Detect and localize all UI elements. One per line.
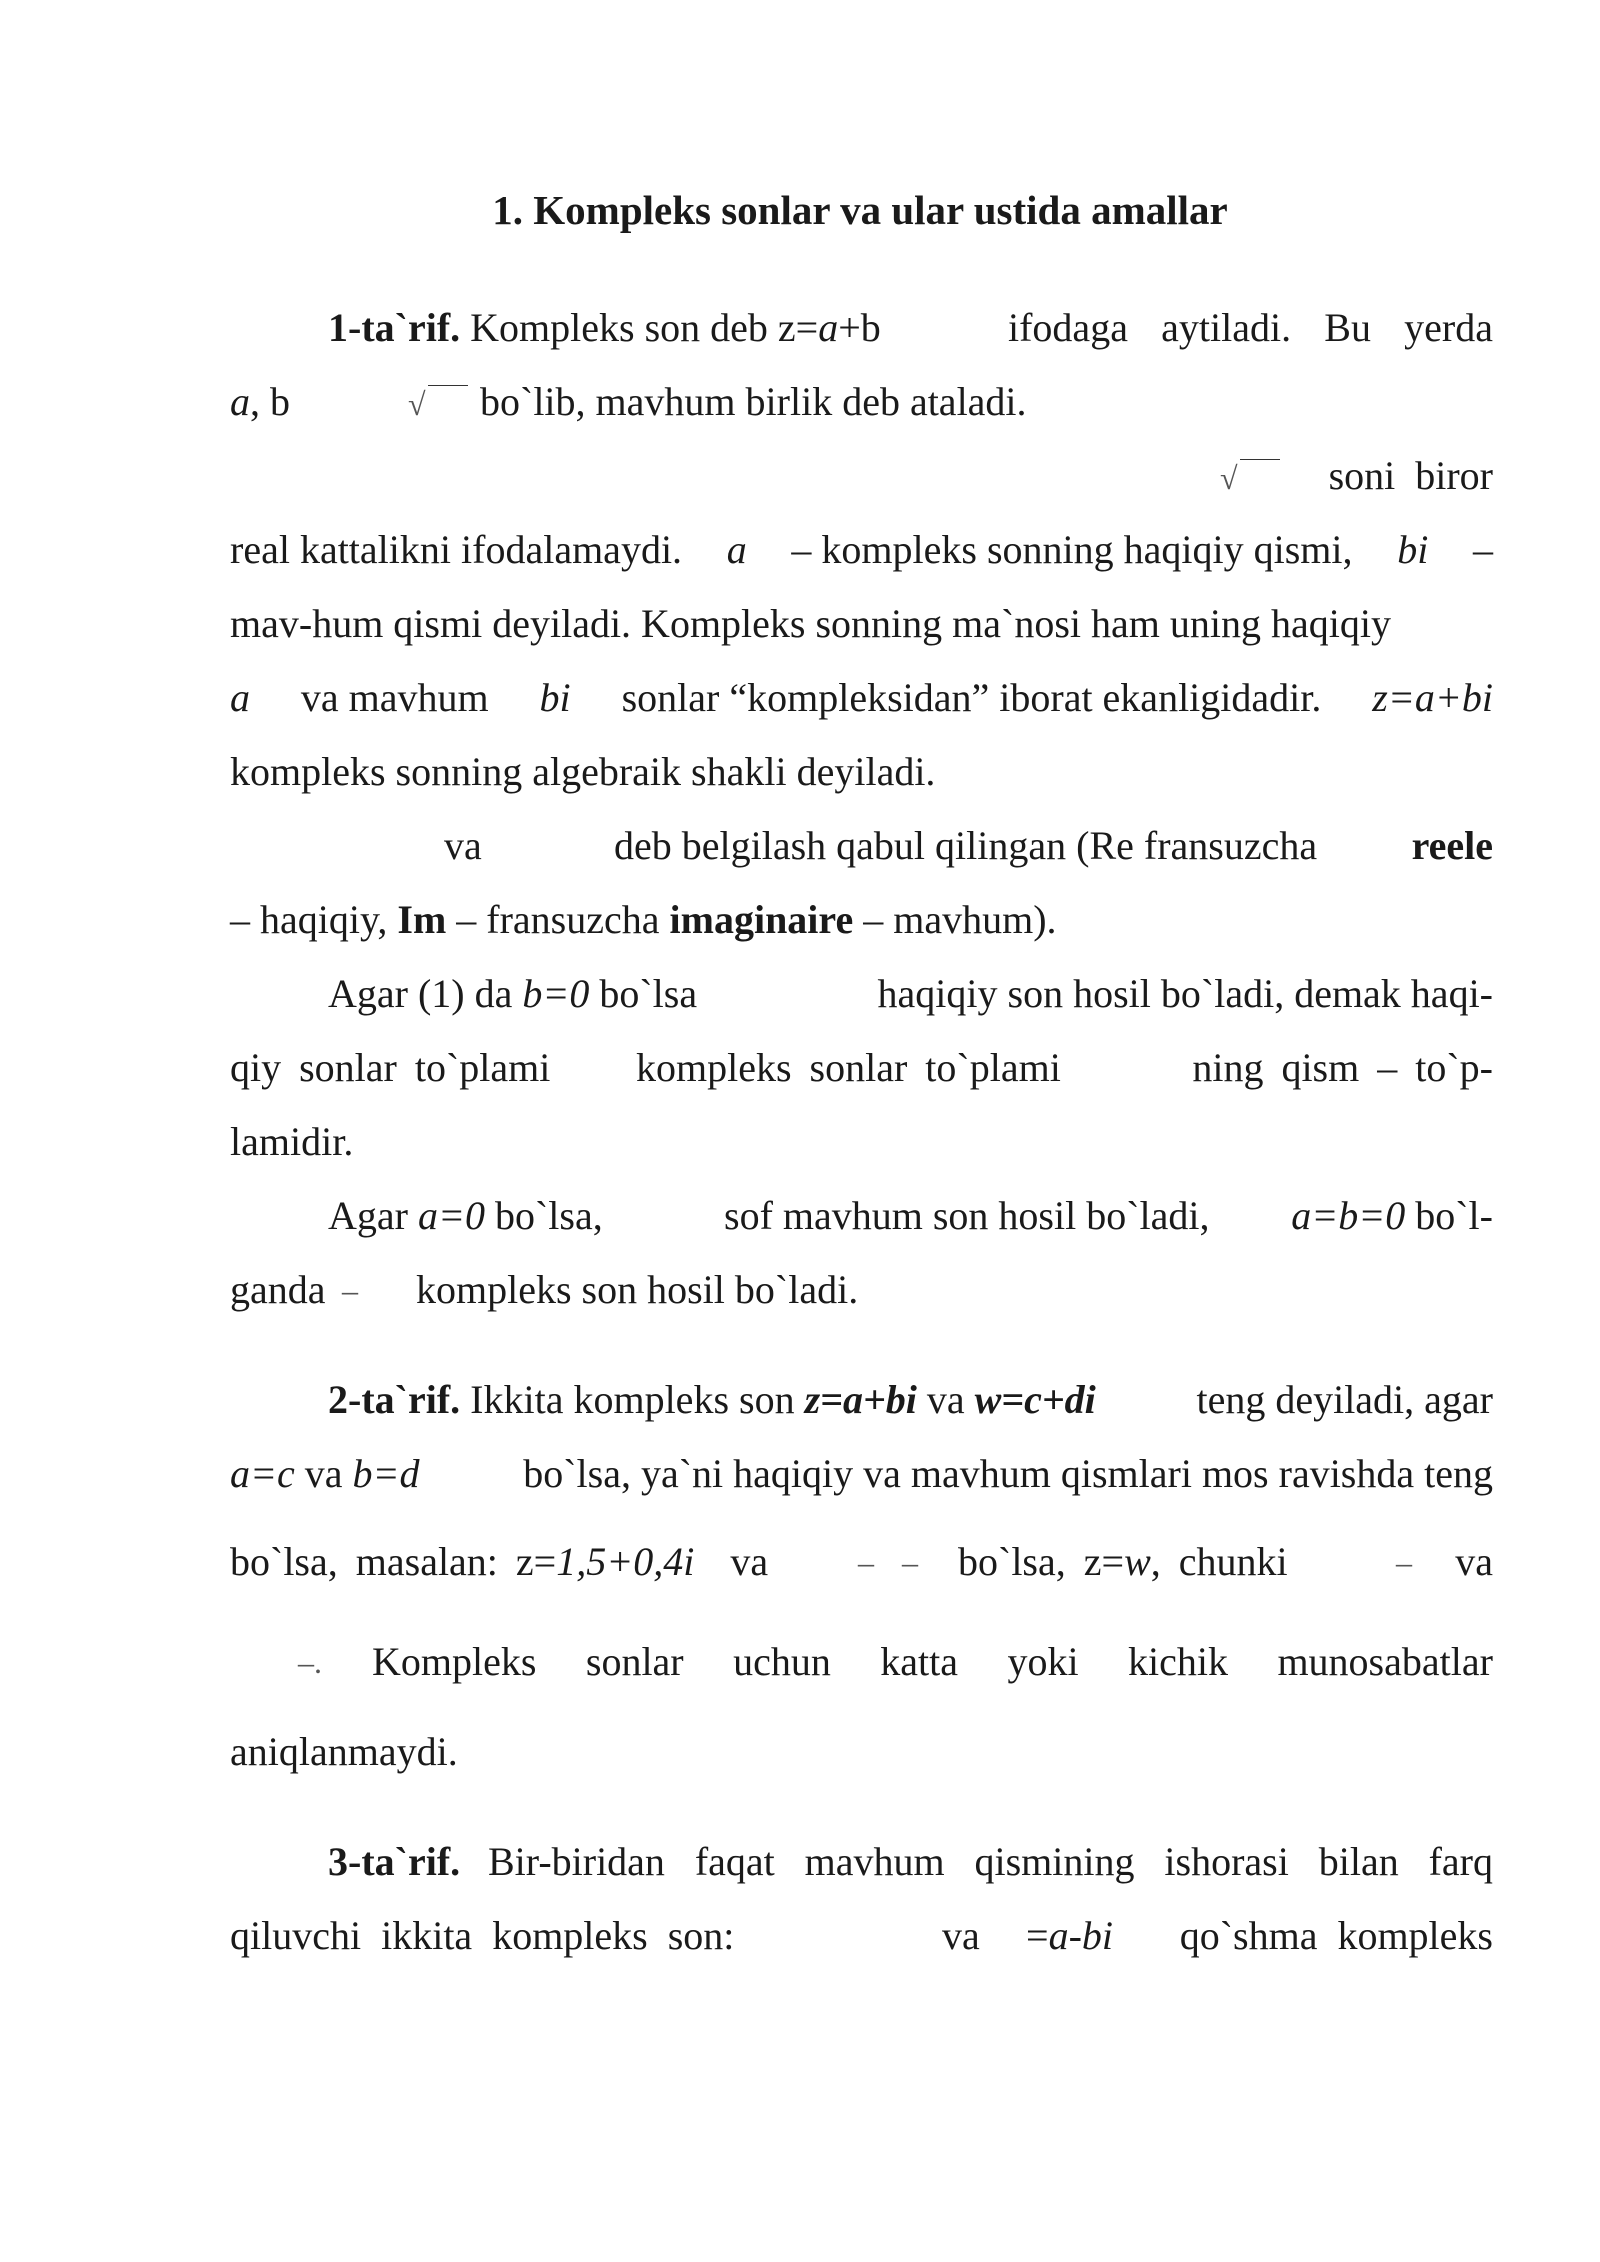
def2-line-3: bo`lsa, masalan: z=1,5+0,4i va – – bo`lsa, z=w, chunki – va	[230, 1539, 1493, 1584]
def1-line-6: a va mavhum bi sonlar “kompleksidan” iborat ekanligidadir. z=a+bi	[230, 675, 1493, 720]
real-number-line-2: qiy sonlar to`plami kompleks sonlar to`plami ning qism – to`p-	[230, 1045, 1493, 1090]
section-title: 1. Kompleks sonlar va ular ustida amallar	[492, 187, 1228, 233]
def2-line-5: aniqlanmaydi.	[230, 1729, 458, 1774]
def2-line-1: 2-ta`rif. Ikkita kompleks son z=a+bi va w=c+di teng deyiladi, agar	[328, 1377, 1493, 1422]
def1-line-9: – haqiqiy, Im – fransuzcha imaginaire – mavhum).	[230, 897, 1057, 942]
def1-label: 1-ta`rif.	[328, 305, 461, 350]
imaginary-number-line-1: Agar a=0 bo`lsa, sof mavhum son hosil bo`ladi, a=b=0 bo`l-	[328, 1193, 1493, 1238]
def2-line-4: –. Kompleks sonlar uchun katta yoki kichik munosabatlar	[298, 1639, 1493, 1684]
def1-line-3: √ soni biror	[230, 450, 1493, 502]
def1-line-2: a, b √ bo`lib, mavhum birlik deb ataladi.	[230, 376, 1493, 428]
def1-line-1: 1-ta`rif. Kompleks son deb z=a+b ifodaga aytiladi. Bu yerda	[328, 305, 1493, 350]
sqrt-symbol: √	[408, 376, 470, 430]
def2-line-2: a=c va b=d bo`lsa, ya`ni haqiqiy va mavhum qismlari mos ravishda teng	[230, 1451, 1493, 1496]
def3-label: 3-ta`rif.	[328, 1839, 461, 1884]
imaginary-number-line-2: ganda – kompleks son hosil bo`ladi.	[230, 1267, 859, 1312]
def3-line-1: 3-ta`rif. Bir-biridan faqat mavhum qismining ishorasi bilan farq	[328, 1836, 1493, 1888]
real-number-line-1: Agar (1) da b=0 bo`lsa haqiqiy son hosil bo`ladi, demak haqi-	[328, 971, 1493, 1016]
def2-label: 2-ta`rif.	[328, 1377, 461, 1422]
def1-line-7: kompleks sonning algebraik shakli deyiladi.	[230, 749, 936, 794]
real-number-line-3: lamidir.	[230, 1119, 354, 1164]
def3-line-2: qiluvchi ikkita kompleks son: va =a-bi qo`shma kompleks	[230, 1913, 1493, 1958]
def1-line-4: real kattalikni ifodalamaydi. a – kompleks sonning haqiqiy qismi, bi –	[230, 527, 1493, 572]
def1-line-8: va deb belgilash qabul qilingan (Re fransuzcha reele	[444, 823, 1493, 868]
def1-line-5: mav-hum qismi deyiladi. Kompleks sonning ma`nosi ham uning haqiqiy	[230, 601, 1391, 646]
sqrt-symbol-2: √	[1220, 450, 1282, 504]
